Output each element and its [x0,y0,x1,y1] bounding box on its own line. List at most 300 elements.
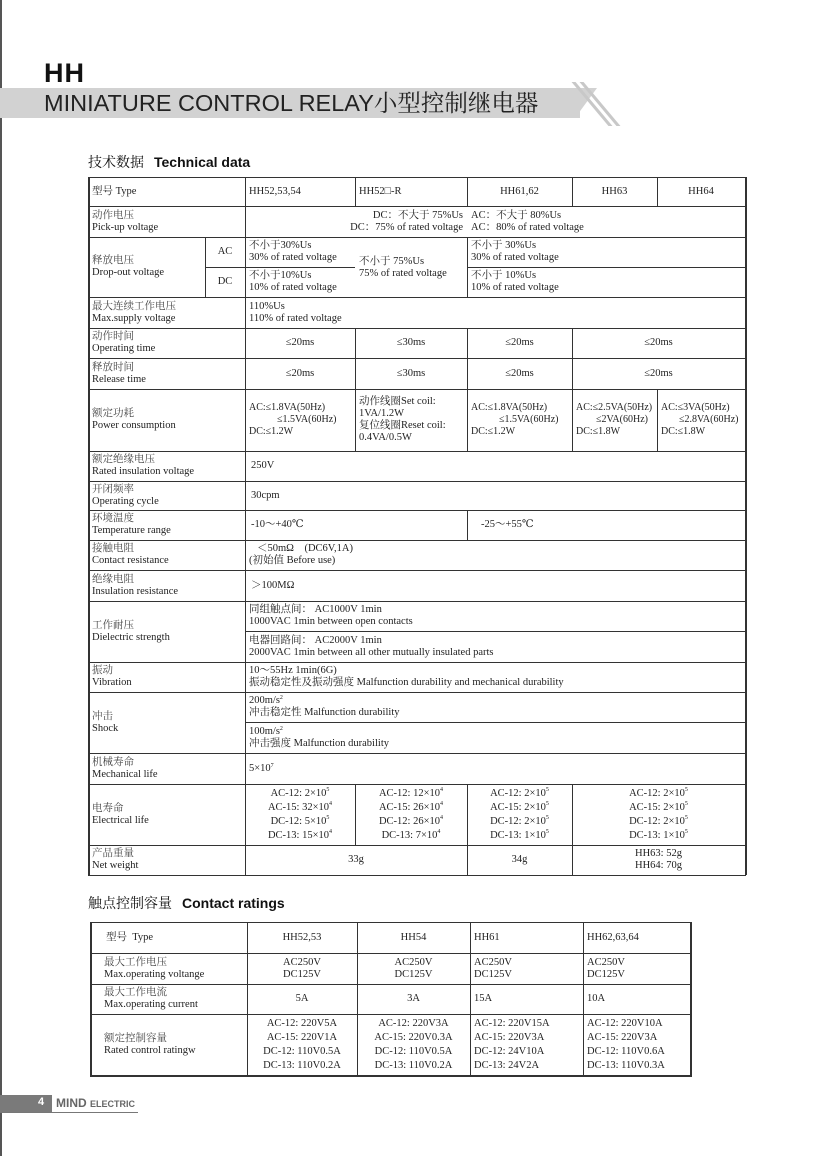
value-base: 100m/s [249,725,280,737]
cell-text: AC-12: 220V3A [378,1017,449,1029]
label-cn: 释放电压 [92,255,134,266]
cell-text: AC：不大于 80%Us [471,209,562,221]
cell-text: 15A [474,993,493,1004]
brand-suffix: ELECTRIC [90,1099,136,1109]
label-cn: 振动 [92,665,113,676]
value-base: DC-13: 1×10 [629,829,685,841]
value-exponent: 5 [684,828,688,835]
cell-text: 不小于 30%Us [471,240,537,251]
shock-value-200 [245,692,745,722]
power-value-set-reset [355,389,467,451]
cell-text: DC:≤1.2W [471,426,516,437]
cell-text [249,726,741,738]
value-base: DC-13: 15×10 [267,829,330,841]
cell-text: ≤20ms [644,337,673,348]
value-exponent: 5 [684,800,688,807]
max-voltage-value [357,953,470,984]
vibration-label [88,662,245,692]
label-cn: 动作电压 [92,209,134,221]
model-header [470,922,583,953]
electrical-life-label [88,784,245,845]
table-rule [572,845,573,875]
cell-text: ≤2.8VA(60Hz) [679,414,739,425]
label-en: Rated insulation voltage [92,466,195,477]
insulation-resistance-value [245,570,745,601]
cell-text: AC:≤1.8VA(50Hz) [249,402,326,413]
electrical-life-entry [471,801,568,815]
electrical-life-entry [359,829,463,843]
cell-text: AC-12: 220V10A [587,1017,663,1029]
value-base: AC-15: 32×10 [267,801,330,813]
vibration-value [245,662,745,692]
label-en: Release time [92,373,146,385]
label-en: Insulation resistance [92,585,179,597]
value-base: DC-12: 26×10 [378,815,441,827]
cell-text: 110%Us [249,300,285,312]
label-cn: 工作耐压 [92,619,134,631]
value-base: AC-15: 2×10 [629,801,685,813]
cell-text: 110% of rated voltage [249,312,342,324]
cell-text: HH61 [474,931,500,943]
model-header [572,177,657,206]
cell-text: DC：不大于 75%Us [372,209,463,221]
table-rule [572,389,573,451]
operating-time-value [467,328,572,358]
value-exponent: 4 [440,800,444,807]
cell-text: (初始值 Before use) [249,555,336,566]
max-voltage-value [247,953,357,984]
table-rule [355,358,356,389]
cell-text: AC:≤2.5VA(50Hz) [576,402,653,413]
label-cn: 最大工作电压 [104,956,167,968]
mechanical-life-label [88,753,245,784]
cell-text: 不小于 75%Us [359,255,425,267]
value-exponent: 4 [329,828,333,835]
cell-text: HH62,63,64 [587,931,639,943]
table-rule [572,784,573,845]
value-exponent: 5 [545,786,549,793]
cell-text: 电器回路间： AC2000V 1min [249,634,382,646]
electrical-life-entry [249,801,351,815]
label-en: Shock [92,722,119,734]
value-exponent: 4 [440,814,444,821]
shock-value-100 [245,722,745,753]
cell-text: AC-15: 220V0.3A [374,1031,453,1043]
label-en: Max.supply voltage [92,312,176,324]
cell-text: AC:≤1.8VA(50Hz) [471,402,548,413]
model-header [657,177,745,206]
cell-text: ＞100MΩ [251,579,295,591]
table-rule [657,177,658,206]
electrical-life-entry [576,801,741,815]
cell-text: 2000VAC 1min between all other mutually insulated parts [249,646,494,658]
dropout-voltage-label [88,237,205,297]
pickup-dc [245,206,467,237]
label-en: Electrical life [92,814,149,826]
value-base: DC-13: 7×10 [381,829,438,841]
cell-text: ≤30ms [396,337,426,348]
dropout-ac-value [245,237,355,267]
cell-text: DC125V [394,968,433,980]
cell-text: 型号 Type [92,185,137,197]
model-header [467,177,572,206]
label-en: Temperature range [92,525,171,536]
electrical-life-entry [576,787,741,801]
cell-text: DC-12: 110V0.5A [374,1045,453,1057]
cell-text: 10% of rated voltage [471,282,559,293]
dropout-dc-value [245,267,355,297]
cell-text [249,695,741,707]
electrical-life-value [467,784,572,845]
cell-text: DC-13: 110V0.3A [587,1059,665,1071]
cell-text: 10～55Hz 1min(6G) [249,665,337,676]
value-exponent: 4 [437,828,441,835]
power-value [245,389,355,451]
contact-resistance-value [245,540,745,570]
cell-text: ＜50mΩ (DC6V,1A) [257,543,353,554]
temperature-value-2 [467,510,745,540]
cell-text: 振动稳定性及振动强度 Malfunction durability and mechanical durability [249,677,564,688]
max-current-value [470,984,583,1014]
label-en: Operating cycle [92,495,159,507]
electrical-life-entry [471,829,568,843]
cell-text: -25～+55℃ [481,519,534,530]
cell-text: ≤30ms [396,367,426,379]
value-exponent: 5 [684,786,688,793]
value-exponent: 5 [545,828,549,835]
temperature-value-1 [245,510,467,540]
value-base: AC-12: 2×10 [270,787,327,799]
electrical-life-value [245,784,355,845]
value-base: AC-12: 12×10 [378,787,441,799]
operating-time-value [572,328,745,358]
label-cn: 最大工作电流 [104,987,167,998]
cell-text: AC250V [587,956,625,968]
cell-text: 1000VAC 1min between open contacts [249,616,413,627]
operating-cycle-label [88,481,245,510]
cell-text: DC [217,276,233,287]
cell-text: 冲击稳定性 Malfunction durability [249,707,400,718]
label-cn: 冲击 [92,710,113,722]
insulation-voltage-value [245,451,745,481]
cell-text: 不小于10%Us [249,270,312,281]
dielectric-strength-label [88,601,245,662]
cell-text: DC:≤1.8W [576,426,621,437]
cell-text: ≤20ms [285,367,315,379]
table-rule [467,177,468,206]
label-en: Vibration [92,677,132,688]
label-cn: 环境温度 [92,513,134,524]
type-label [88,177,245,206]
cell-text: 30% of rated voltage [471,252,559,263]
cell-text: AC-15: 220V3A [474,1031,545,1043]
table-rule [572,358,573,389]
table-rule [467,510,468,540]
label-cn: 额定控制容量 [104,1032,167,1044]
label-en: Max.operating voltange [104,968,205,980]
cell-text: ≤20ms [505,337,534,348]
cell-text: 冲击强度 Malfunction durability [249,737,389,749]
label-cn: 绝缘电阻 [92,573,134,585]
cell-text: DC：75% of rated voltage [350,221,463,233]
label-cn: 最大连续工作电压 [92,300,176,312]
table-rule [690,922,692,1075]
table-rule [467,358,468,389]
cell-text: 34g [511,854,528,865]
label-en: Rated control ratingw [104,1044,196,1056]
value-base: 200m/s [249,695,280,706]
page-number: 4 [38,1096,45,1108]
insulation-resistance-label [88,570,245,601]
max-supply-value [245,297,745,328]
cell-text: 10% of rated voltage [249,282,337,293]
label-cn: 电寿命 [92,802,124,814]
value-exponent: 5 [545,814,549,821]
model-header [245,177,355,206]
max-supply-label [88,297,245,328]
cell-text: 30% of rated voltage [249,252,337,263]
insulation-voltage-label [88,451,245,481]
cell-text: DC-13: 110V0.2A [263,1059,341,1071]
release-time-value [355,358,467,389]
release-time-label [88,358,245,389]
page-title: MINIATURE CONTROL RELAY小型控制继电器 [44,90,539,116]
cell-text: AC：80% of rated voltage [471,221,584,233]
net-weight-value-3 [572,845,745,875]
brand-name: MIND [56,1096,87,1110]
label-en: Net weight [92,860,139,871]
cell-text: AC-15: 220V3A [587,1031,658,1043]
cell-text: 复位线圈Reset coil: [359,420,446,431]
power-value [657,389,745,451]
table-rule [467,845,468,875]
cell-text: 30cpm [251,489,280,501]
cell-text: DC:≤1.2W [249,426,294,437]
label-cn: 释放时间 [92,361,134,373]
label-en: Max.operating current [104,999,198,1010]
cell-text: AC-12: 220V15A [474,1017,550,1029]
release-time-value [467,358,572,389]
cell-text: HH54 [400,931,427,943]
net-weight-label [88,845,245,875]
cell-text: AC250V [283,956,321,968]
value-base: DC-13: 1×10 [490,829,546,841]
cell-text: 不小于30%Us [249,240,312,251]
dielectric-open-contacts [245,601,745,631]
max-current-value [357,984,470,1014]
label-en: Mechanical life [92,768,158,780]
rated-control-value [470,1014,583,1075]
value-base: 5×10 [249,762,271,774]
technical-data-heading [88,152,250,172]
cell-text [249,763,741,775]
table-rule [355,784,356,845]
electrical-life-entry [359,787,463,801]
cell-text: AC250V [394,956,433,968]
label-cn: 额定功耗 [92,408,134,419]
electrical-life-entry [471,815,568,829]
power-consumption-label [88,389,245,451]
label-cn: 额定绝缘电压 [92,454,155,465]
rated-control-label [90,1014,247,1075]
cell-text: DC-12: 110V0.5A [263,1045,341,1057]
cell-text: AC-15: 220V1A [266,1031,338,1043]
cell-text: 动作线圈Set coil: [359,396,436,407]
cell-text: ≤20ms [285,337,315,348]
table-rule [88,875,746,876]
value-exponent: 5 [326,814,330,821]
label-cn: 产品重量 [92,848,134,859]
model-header [583,922,690,953]
temperature-label [88,510,245,540]
value-base: AC-12: 2×10 [490,787,546,799]
value-base: DC-12: 2×10 [490,815,546,827]
cell-text: DC-12: 24V10A [474,1045,545,1057]
cell-text: 不小于 10%Us [471,270,537,281]
table-rule [355,389,356,451]
cell-text: HH52□-R [359,185,402,197]
net-weight-value-1 [245,845,467,875]
model-header [355,177,467,206]
electrical-life-entry [471,787,568,801]
electrical-life-entry [576,829,741,843]
release-time-value [572,358,745,389]
cell-text: DC125V [587,968,625,980]
table-rule [467,389,468,451]
contact-ratings-heading [88,893,285,913]
rated-control-value [247,1014,357,1075]
cell-text: 0.4VA/0.5W [359,432,412,443]
contact-resistance-label [88,540,245,570]
footer-bar [0,1095,52,1112]
power-value [572,389,657,451]
cell-text: 250V [251,460,275,471]
rated-control-value [583,1014,690,1075]
cell-text: DC125V [283,968,321,980]
release-time-value [245,358,355,389]
cell-text: 33g [348,854,364,865]
rated-control-value [357,1014,470,1075]
value-exponent: 5 [545,800,549,807]
value-exponent: 5 [326,786,330,793]
cell-text: HH52,53 [282,931,322,943]
label-cn: 开闭频率 [92,483,134,495]
label-en: Pick-up voltage [92,221,159,233]
value-base: AC-12: 2×10 [629,787,685,799]
value-exponent: 7 [270,762,274,769]
cell-text: HH63: 52g [635,848,682,859]
model-header [247,922,357,953]
dielectric-insulated-parts [245,631,745,662]
cell-text: ≤20ms [505,367,534,379]
cell-text: -10～+40℃ [251,519,304,530]
operating-cycle-value [245,481,745,510]
electrical-life-value [355,784,467,845]
cell-text: ≤1.5VA(60Hz) [499,414,559,425]
cell-text: AC-12: 220V5A [266,1017,338,1029]
cell-text: DC125V [474,968,512,980]
model-header [357,922,470,953]
power-value [467,389,572,451]
cell-text: 1VA/1.2W [359,408,405,419]
page-edge [0,0,2,1156]
label-en: Drop-out voltage [92,267,165,278]
operating-time-label [88,328,245,358]
label-en: Operating time [92,343,156,354]
value-exponent: 2 [279,725,283,732]
cell-text: AC:≤3VA(50Hz) [661,402,730,413]
table-rule [467,784,468,845]
pickup-ac [467,206,745,237]
electrical-life-entry [359,801,463,815]
type-label [90,922,247,953]
heading-en: Technical data [154,154,251,170]
mechanical-life-value [245,753,745,784]
electrical-life-entry [249,829,351,843]
table-rule [745,177,747,875]
label-en: Contact resistance [92,555,169,566]
electrical-life-entry [249,815,351,829]
label-cn: 接触电阻 [92,543,134,554]
electrical-life-entry [359,815,463,829]
cell-text: HH63 [601,185,628,197]
dropout-ac2-value [467,237,745,267]
cell-text: 同组触点间： AC1000V 1min [249,604,382,615]
cell-text: HH64 [688,185,714,197]
heading-en: Contact ratings [182,895,285,911]
table-rule [572,328,573,358]
max-voltage-value [470,953,583,984]
cell-text: ≤1.5VA(60Hz) [277,414,337,425]
table-rule [355,177,356,206]
max-current-label [90,984,247,1014]
footer-line [0,1112,138,1113]
cell-text: 10A [587,993,606,1004]
brand-heading: HH [44,58,85,88]
value-exponent: 2 [279,695,283,701]
table-rule [572,177,573,206]
cell-text: ≤2VA(60Hz) [596,414,648,425]
heading-cn: 触点控制容量 [88,895,172,911]
table-rule [90,1075,692,1077]
value-base: AC-15: 2×10 [490,801,546,813]
cell-text: 3A [407,993,420,1004]
value-base: DC-12: 5×10 [270,815,327,827]
max-voltage-label [90,953,247,984]
net-weight-value-2 [467,845,572,875]
pickup-voltage-label [88,206,245,237]
label-cn: 动作时间 [92,331,134,342]
electrical-life-entry [249,787,351,801]
heading-cn: 技术数据 [88,154,144,170]
cell-text: AC [217,246,233,257]
cell-text: 75% of rated voltage [359,267,447,279]
cell-text: 型号 Type [106,931,154,943]
cell-text: DC-12: 110V0.6A [587,1045,665,1057]
dropout-r-value [355,238,467,297]
label-en: Dielectric strength [92,631,170,643]
operating-time-value [245,328,355,358]
max-voltage-value [583,953,690,984]
table-rule [657,389,658,451]
value-base: DC-12: 2×10 [629,815,685,827]
value-exponent: 5 [684,814,688,821]
dropout-ac-label [205,237,245,267]
cell-text: ≤20ms [644,367,673,379]
electrical-life-value [572,784,745,845]
label-cn: 机械寿命 [92,756,134,768]
max-current-value [247,984,357,1014]
